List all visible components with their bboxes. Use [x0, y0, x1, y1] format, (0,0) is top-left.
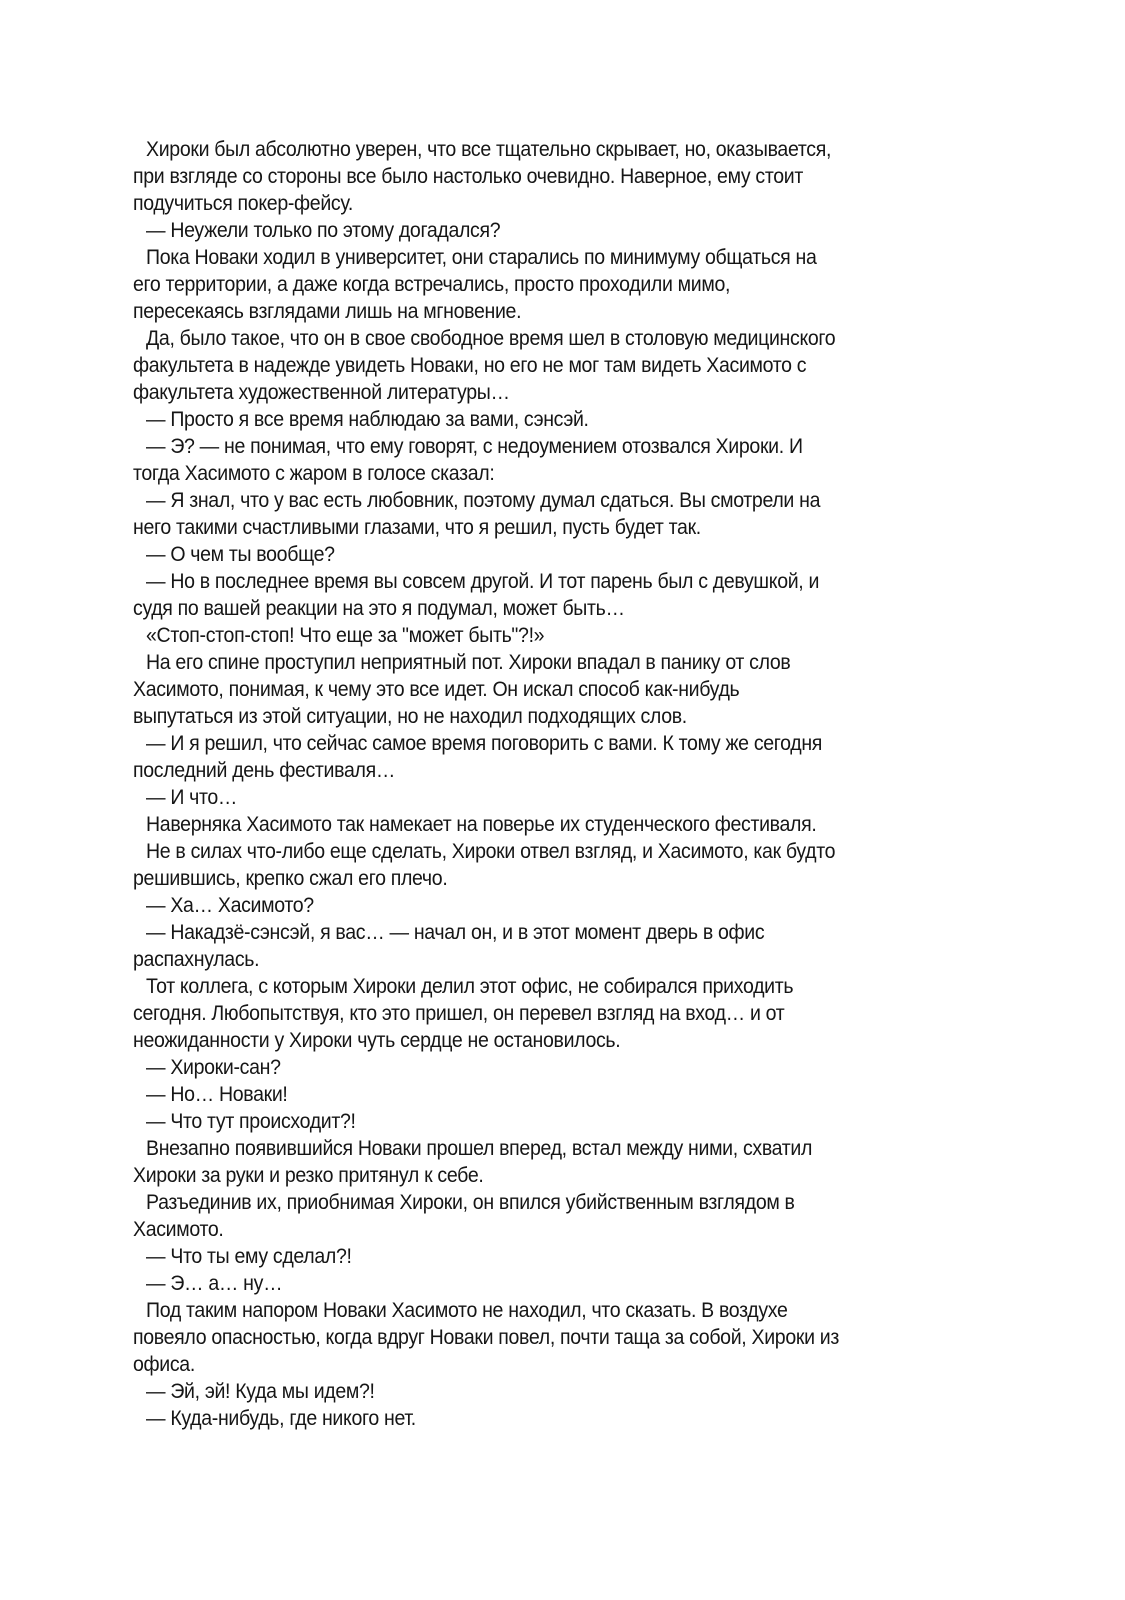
dialogue-paragraph [133, 541, 924, 568]
text-line: — Накадзё-сэнсэй, я вас… — начал он, и в этот момент дверь в офис [146, 921, 765, 944]
dialogue-paragraph [133, 406, 924, 433]
text-line: офиса. [133, 1353, 195, 1376]
text-line: повеяло опасностью, когда вдруг Новаки повел, почти таща за собой, Хироки из [133, 1326, 839, 1349]
text-line: — Но… Новаки! [146, 1083, 288, 1106]
text-line: — Хироки-сан? [146, 1056, 281, 1079]
text-line: последний день фестиваля… [133, 759, 396, 782]
text-line: выпутаться из этой ситуации, но не находил подходящих слов. [133, 705, 687, 728]
narration-paragraph [133, 811, 924, 838]
dialogue-paragraph [133, 1405, 924, 1432]
text-line: его территории, а даже когда встречались, просто проходили мимо, [133, 273, 731, 296]
text-line: пересекаясь взглядами лишь на мгновение. [133, 300, 522, 323]
text-line: факультета в надежде увидеть Новаки, но его не мог там видеть Хасимото с [133, 354, 807, 377]
dialogue-paragraph [133, 1081, 924, 1108]
text-line: — Но в последнее время вы совсем другой. И тот парень был с девушкой, и [146, 570, 820, 593]
text-line: Хироки за руки и резко притянул к себе. [133, 1164, 484, 1187]
narration-paragraph [133, 136, 924, 217]
text-line: — Эй, эй! Куда мы идем?! [146, 1380, 375, 1403]
thought-paragraph [133, 622, 924, 649]
dialogue-paragraph [133, 1378, 924, 1405]
text-line: — Ха… Хасимото? [146, 894, 314, 917]
dialogue-paragraph [133, 1270, 924, 1297]
dialogue-paragraph [133, 1054, 924, 1081]
narration-paragraph [133, 973, 924, 1054]
text-line: — И что… [146, 786, 238, 809]
text-line: сегодня. Любопытствуя, кто это пришел, он перевел взгляд на вход… и от [133, 1002, 785, 1025]
narration-paragraph [133, 1135, 924, 1189]
text-line: — Э? — не понимая, что ему говорят, с недоумением отозвался Хироки. И [146, 435, 803, 458]
text-line: — Э… а… ну… [146, 1272, 283, 1295]
text-line: — Куда-нибудь, где никого нет. [146, 1407, 416, 1430]
text-line: Внезапно появившийся Новаки прошел вперед, встал между ними, схватил [146, 1137, 813, 1160]
text-line: — Я знал, что у вас есть любовник, поэтому думал сдаться. Вы смотрели на [146, 489, 821, 512]
dialogue-paragraph [133, 217, 924, 244]
text-line: решившись, крепко сжал его плечо. [133, 867, 448, 890]
text-line: — Просто я все время наблюдаю за вами, сэнсэй. [146, 408, 589, 431]
text-line: факультета художественной литературы… [133, 381, 510, 404]
dialogue-paragraph [133, 730, 924, 784]
narration-paragraph [133, 325, 924, 406]
narration-paragraph [133, 649, 924, 730]
text-line: неожиданности у Хироки чуть сердце не остановилось. [133, 1029, 621, 1052]
text-line: распахнулась. [133, 948, 260, 971]
text-line: — И я решил, что сейчас самое время поговорить с вами. К тому же сегодня [146, 732, 823, 755]
text-line: Хасимото. [133, 1218, 224, 1241]
dialogue-paragraph [133, 892, 924, 919]
narration-paragraph [133, 244, 924, 325]
text-line: при взгляде со стороны все было настолько очевидно. Наверное, ему стоит [133, 165, 804, 188]
narration-paragraph [133, 1189, 924, 1243]
text-line: Хироки был абсолютно уверен, что все тщательно скрывает, но, оказывается, [146, 138, 832, 161]
text-line: Да, было такое, что он в свое свободное время шел в столовую медицинского [146, 327, 836, 350]
text-line: него такими счастливыми глазами, что я решил, пусть будет так. [133, 516, 701, 539]
dialogue-paragraph [133, 1108, 924, 1135]
dialogue-paragraph [133, 568, 924, 622]
text-line: Не в силах что-либо еще сделать, Хироки отвел взгляд, и Хасимото, как будто [146, 840, 836, 863]
text-line: — Что ты ему сделал?! [146, 1245, 352, 1268]
document-page-text [133, 136, 924, 1432]
text-line: Наверняка Хасимото так намекает на поверье их студенческого фестиваля. [146, 813, 817, 836]
text-line: — О чем ты вообще? [146, 543, 335, 566]
text-line: — Неужели только по этому догадался? [146, 219, 501, 242]
text-line: Тот коллега, с которым Хироки делил этот офис, не собирался приходить [146, 975, 794, 998]
dialogue-paragraph [133, 919, 924, 973]
text-line: «Стоп-стоп-стоп! Что еще за "может быть"?!» [146, 624, 545, 647]
text-line: Пока Новаки ходил в университет, они старались по минимуму общаться на [146, 246, 817, 269]
text-line: подучиться покер-фейсу. [133, 192, 353, 215]
narration-paragraph [133, 838, 924, 892]
text-line: На его спине проступил неприятный пот. Хироки впадал в панику от слов [146, 651, 791, 674]
text-line: тогда Хасимото с жаром в голосе сказал: [133, 462, 495, 485]
dialogue-paragraph [133, 1243, 924, 1270]
dialogue-paragraph [133, 433, 924, 487]
dialogue-paragraph [133, 487, 924, 541]
dialogue-paragraph [133, 784, 924, 811]
text-line: Хасимото, понимая, к чему это все идет. Он искал способ как-нибудь [133, 678, 740, 701]
text-line: Под таким напором Новаки Хасимото не находил, что сказать. В воздухе [146, 1299, 788, 1322]
narration-paragraph [133, 1297, 924, 1378]
text-line: судя по вашей реакции на это я подумал, может быть… [133, 597, 625, 620]
text-line: Разъединив их, приобнимая Хироки, он впился убийственным взглядом в [146, 1191, 795, 1214]
text-line: — Что тут происходит?! [146, 1110, 356, 1133]
